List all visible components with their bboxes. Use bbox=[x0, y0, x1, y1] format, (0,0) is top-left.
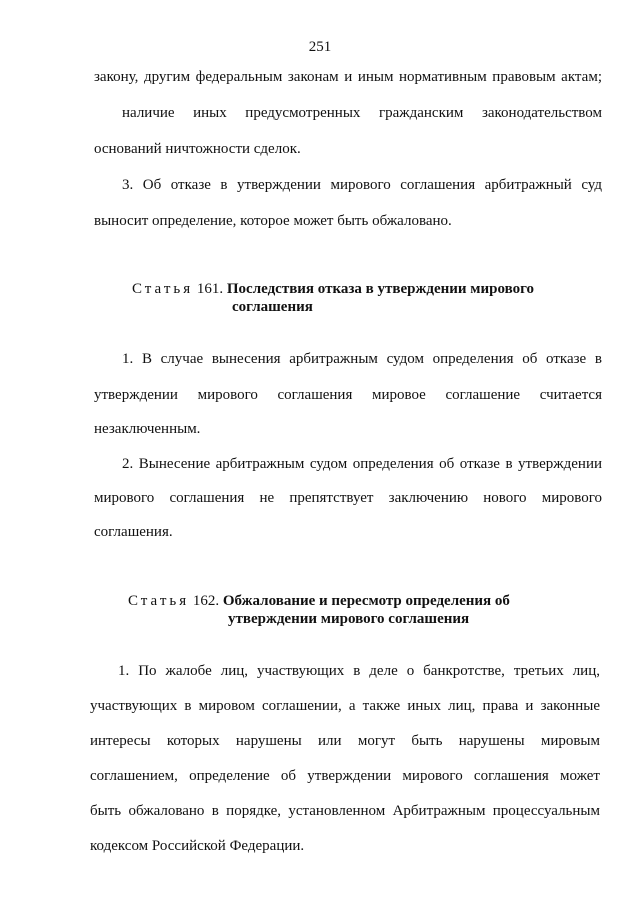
article-label: Статья bbox=[132, 281, 194, 297]
article-title: Обжалование и пересмотр определения об bbox=[222, 593, 510, 609]
article-161-heading bbox=[132, 280, 534, 298]
text-line: утверждении мирового соглашения мировое соглашение считается bbox=[94, 387, 602, 403]
text-line: соглашения. bbox=[94, 524, 173, 540]
text-line: выносит определение, которое может быть обжаловано. bbox=[94, 213, 452, 229]
text-line: оснований ничтожности сделок. bbox=[94, 141, 301, 157]
text-line: 2. Вынесение арбитражным судом определения об отказе в утверждении bbox=[122, 456, 602, 472]
text-line: интересы которых нарушены или могут быть нарушены мировым bbox=[90, 733, 600, 749]
text-line: кодексом Российской Федерации. bbox=[90, 838, 305, 854]
page-number: 251 bbox=[308, 39, 332, 55]
article-label: Статья bbox=[128, 593, 190, 609]
article-title-continued: соглашения bbox=[232, 299, 313, 315]
text-line: 1. По жалобе лиц, участвующих в деле о банкротстве, третьих лиц, bbox=[118, 663, 600, 679]
article-title-continued: утверждении мирового соглашения bbox=[228, 611, 470, 627]
text-line: наличие иных предусмотренных гражданским законодательством bbox=[122, 105, 602, 121]
text-line: 1. В случае вынесения арбитражным судом определения об отказе в bbox=[122, 351, 602, 367]
text-line: соглашением, определение об утверждении мирового соглашения может bbox=[90, 768, 600, 784]
text-line: участвующих в мировом соглашении, а также иных лиц, права и законные bbox=[90, 698, 600, 714]
text-line: закону, другим федеральным законам и иным нормативным правовым актам; bbox=[94, 69, 602, 85]
text-line: незаключенным. bbox=[94, 421, 201, 437]
article-162-heading bbox=[128, 592, 510, 610]
article-number: 161. bbox=[196, 281, 224, 297]
text-line: 3. Об отказе в утверждении мирового соглашения арбитражный суд bbox=[122, 177, 602, 193]
article-number: 162. bbox=[192, 593, 220, 609]
text-line: мирового соглашения не препятствует заключению нового мирового bbox=[94, 490, 602, 506]
text-line: быть обжаловано в порядке, установленном Арбитражным процессуальным bbox=[90, 803, 600, 819]
article-title: Последствия отказа в утверждении мирового bbox=[226, 281, 535, 297]
